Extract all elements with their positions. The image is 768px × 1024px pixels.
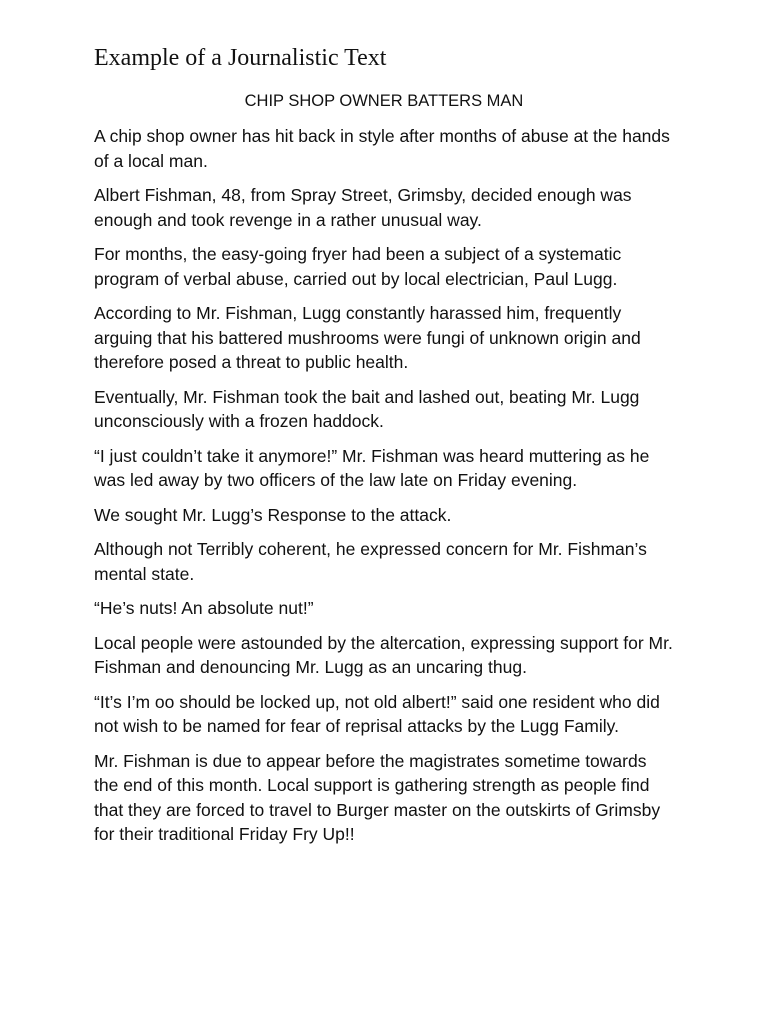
article-headline: CHIP SHOP OWNER BATTERS MAN — [244, 92, 524, 110]
article-paragraph: Local people were astounded by the altercation, expressing support for Mr. Fishman and denouncing Mr. Lugg as an uncaring thug. — [94, 632, 673, 677]
article-paragraph: “I just couldn’t take it anymore!” Mr. Fishman was heard muttering as he was led away by two officers of the law late on Friday evening. — [94, 445, 650, 490]
article-paragraph: Eventually, Mr. Fishman took the bait and lashed out, beating Mr. Lugg unconsciously with a frozen haddock. — [94, 386, 640, 431]
article-paragraph: Although not Terribly coherent, he expressed concern for Mr. Fishman’s mental state. — [94, 539, 647, 584]
article-paragraph: We sought Mr. Lugg’s Response to the attack. — [94, 504, 452, 525]
article-paragraph: For months, the easy-going fryer had been a subject of a systematic program of verbal abuse, carried out by local electrician, Paul Lugg. — [94, 244, 622, 289]
article-body — [94, 124, 674, 857]
article-paragraph: According to Mr. Fishman, Lugg constantly harassed him, frequently arguing that his battered mushrooms were fungi of unknown origin and therefore posed a threat to public health. — [94, 303, 641, 372]
article-paragraph: A chip shop owner has hit back in style after months of abuse at the hands of a local man. — [94, 126, 670, 171]
article-paragraph: Albert Fishman, 48, from Spray Street, Grimsby, decided enough was enough and took revenge in a rather unusual way. — [94, 185, 632, 230]
article-paragraph: Mr. Fishman is due to appear before the magistrates sometime towards the end of this month. Local support is gathering strength as people find that they are forced to travel to Burger master on the outskirts of Grimsby for their traditional Friday Fry Up!! — [94, 750, 661, 844]
article-paragraph: “It’s I’m oo should be locked up, not old albert!” said one resident who did not wish to be named for fear of reprisal attacks by the Lugg Family. — [94, 691, 660, 736]
article-paragraph: “He’s nuts! An absolute nut!” — [94, 598, 314, 618]
document-title: Example of a Journalistic Text — [94, 45, 387, 71]
